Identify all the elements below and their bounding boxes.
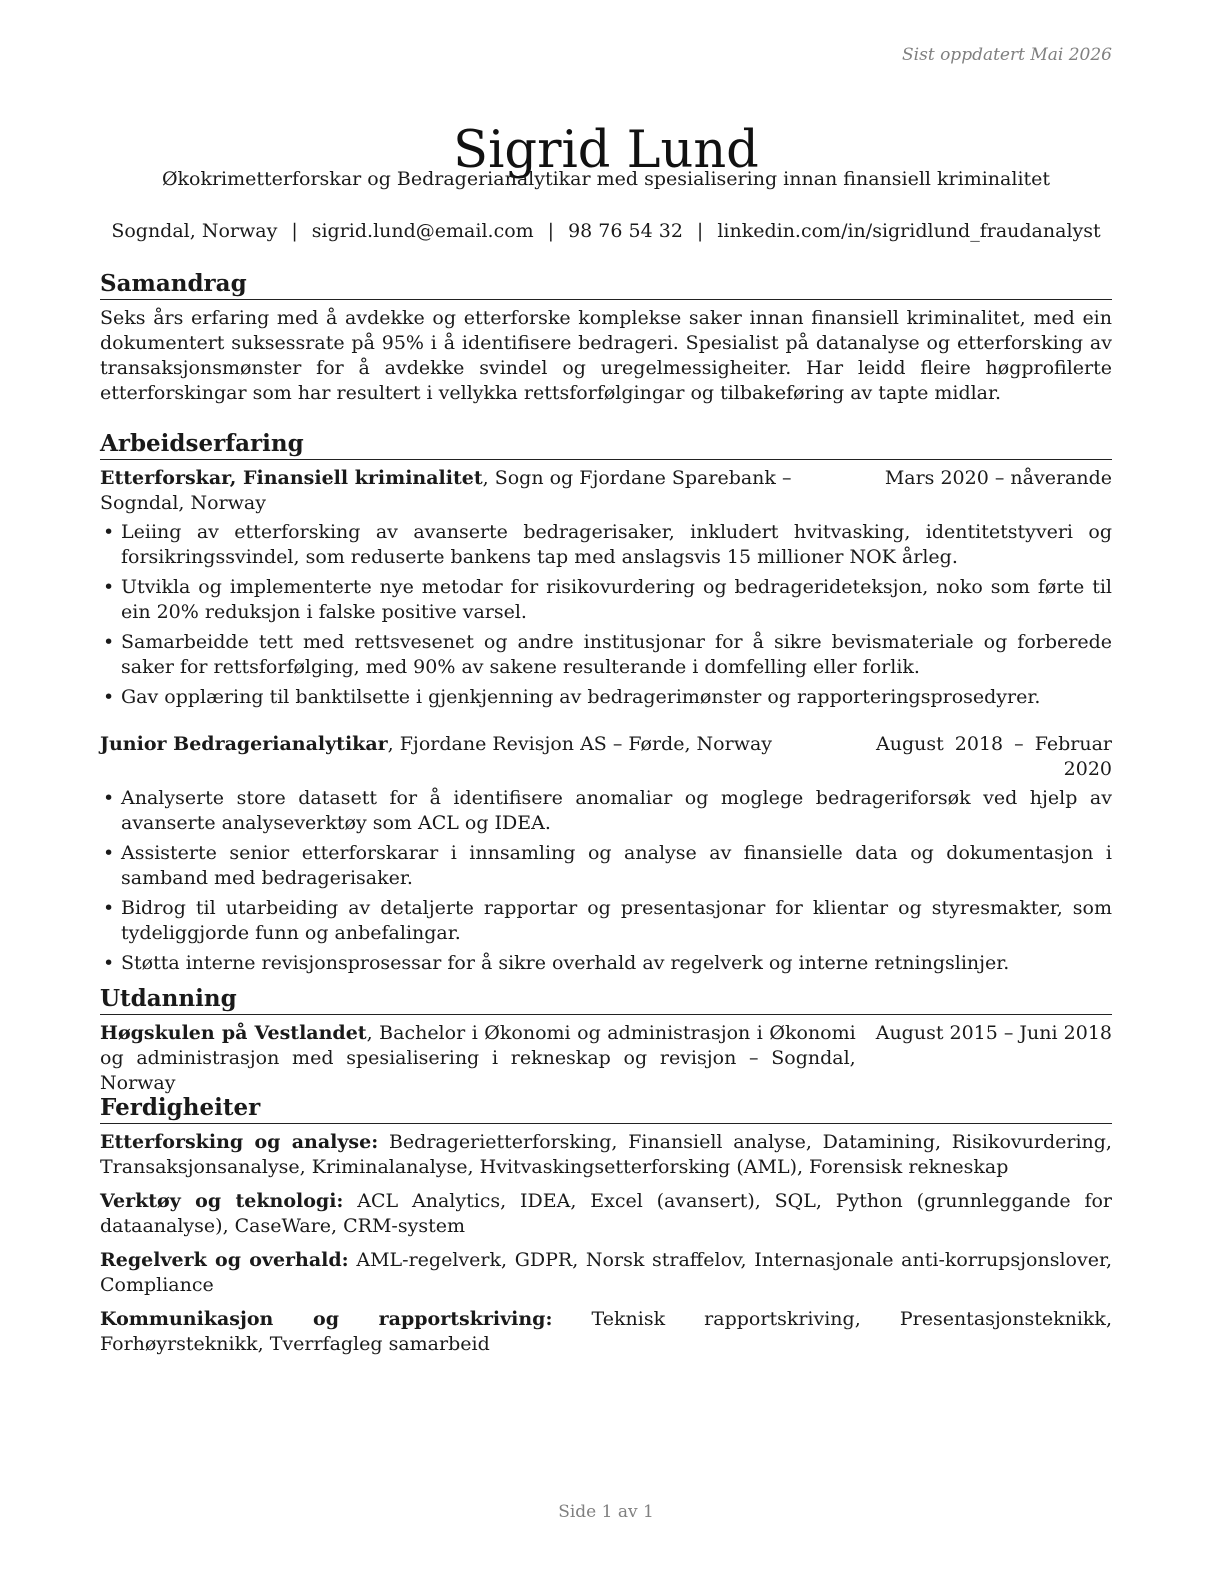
skills-title: Ferdigheiter bbox=[100, 1094, 1112, 1124]
tagline: Økokrimetterforskar og Bedragerianalytikar med spesialisering innan finansiell kriminalitet bbox=[161, 168, 1051, 190]
list-item: • Leiing av etterforsking av avanserte bedragerisaker, inkludert hvitvasking, identitetstyveri og forsikringssvindel, som reduserte bankens tap med anslagsvis 15 millioner NOK årleg. bbox=[100, 520, 1112, 570]
skill-text: AML-regelverk, GDPR, Norsk straffelov, Internasjonale anti-korrupsjonslover, Compliance bbox=[100, 1249, 1112, 1296]
education-title: Utdanning bbox=[100, 985, 1112, 1015]
list-item: • Utvikla og implementerte nye metodar for risikovurdering og bedragerideteksjon, noko som førte til ein 20% reduksjon i falske positive varsel. bbox=[100, 575, 1112, 625]
experience-title: Arbeidserfaring bbox=[100, 430, 1112, 460]
list-item: • Analyserte store datasett for å identifisere anomaliar og moglege bedrageriforsøk ved hjelp av avanserte analyseverktøy som ACL og IDEA. bbox=[100, 786, 1112, 836]
list-item: • Gav opplæring til banktilsette i gjenkjenning av bedragerimønster og rapporteringsprosedyrer. bbox=[100, 685, 1112, 710]
job-header bbox=[100, 466, 1112, 516]
job-role: Junior Bedragerianalytikar bbox=[100, 733, 388, 755]
list-item: • Samarbeidde tett med rettsvesenet og andre institusjonar for å sikre bevismateriale og forberede saker for rettsforfølging, med 90% av sakene resulterande i domfelling eller forlik. bbox=[100, 630, 1112, 680]
education-detail: , Bachelor i Økonomi og administrasjon i Økonomi og administrasjon med spesialisering i rekneskap og revisjon – Sogndal, Norway bbox=[100, 1022, 856, 1094]
last-updated: Sist oppdatert Mai 2026 bbox=[902, 45, 1112, 65]
skill-text: Teknisk rapportskriving, Presentasjonsteknikk, Forhøyrsteknikk, Tverrfagleg samarbeid bbox=[100, 1308, 1112, 1355]
skill-label: Kommunikasjon og rapportskriving: bbox=[100, 1308, 553, 1330]
skill-label: Verktøy og teknologi: bbox=[100, 1190, 344, 1212]
contact-linkedin[interactable]: linkedin.com/in/sigridlund_fraudanalyst bbox=[717, 220, 1101, 242]
skill-label: Etterforsking og analyse: bbox=[100, 1131, 379, 1153]
contact-separator: | bbox=[291, 220, 298, 242]
summary-title: Samandrag bbox=[100, 270, 1112, 300]
contact-location: Sogndal, Norway bbox=[111, 220, 278, 242]
list-item: • Bidrog til utarbeiding av detaljerte rapportar og presentasjonar for klientar og styresmakter, som tydeliggjorde funn og anbefalingar. bbox=[100, 896, 1112, 946]
contact-separator: | bbox=[696, 220, 704, 242]
skill-group bbox=[100, 1189, 1112, 1239]
education-section bbox=[100, 985, 1112, 1096]
contact-line bbox=[100, 219, 1112, 244]
summary-text: Seks års erfaring med å avdekke og etterforske komplekse saker innan finansiell kriminalitet, med ein dokumentert suksessrate på 95% i å identifisere bedrageri. Spesialist på datanalyse og etterforsking av transaksjonsmønster for å avdekke svindel og uregelmessigheiter. Har leidd fleire høgprofilerte etterforskingar som har resultert i vellykka rettsforfølgingar og tilbakeføring av tapte midlar. bbox=[100, 307, 1112, 404]
list-item: • Støtta interne revisjonsprosessar for å sikre overhald av regelverk og interne retningslinjer. bbox=[100, 951, 1112, 976]
contact-separator: | bbox=[547, 220, 555, 242]
skill-group bbox=[100, 1307, 1112, 1357]
job-entry bbox=[100, 732, 1112, 976]
job-org: , Fjordane Revisjon AS – Førde, Norway bbox=[387, 733, 773, 755]
skills-section bbox=[100, 1094, 1112, 1366]
job-org: , Sogn og Fjordane Sparebank – Sogndal, Norway bbox=[100, 467, 792, 514]
skill-group bbox=[100, 1248, 1112, 1298]
skill-group bbox=[100, 1130, 1112, 1180]
contact-email[interactable]: sigrid.lund@email.com bbox=[311, 220, 534, 242]
education-school: Høgskulen på Vestlandet bbox=[100, 1022, 367, 1044]
candidate-name: Sigrid Lund bbox=[453, 121, 759, 181]
skill-text: Bedragerietterforsking, Finansiell analyse, Datamining, Risikovurdering, Transaksjonsanalyse, Kriminalanalyse, Hvitvaskingsetterforsking (AML), Forensisk rekneskap bbox=[100, 1131, 1112, 1178]
job-role: Etterforskar, Finansiell kriminalitet bbox=[100, 467, 483, 489]
skill-label: Regelverk og overhald: bbox=[100, 1249, 349, 1271]
resume-page bbox=[100, 0, 1112, 1584]
job-bullets bbox=[100, 520, 1112, 710]
job-entry bbox=[100, 466, 1112, 710]
education-dates: August 2015 – Juni 2018 bbox=[875, 1022, 1112, 1044]
skill-text: ACL Analytics, IDEA, Excel (avansert), SQL, Python (grunnleggande for dataanalyse), CaseWare, CRM-system bbox=[100, 1190, 1112, 1237]
education-entry bbox=[100, 1021, 1112, 1096]
job-header bbox=[100, 732, 1112, 782]
job-dates: August 2018 – Februar 2020 bbox=[876, 733, 1112, 780]
contact-phone: 98 76 54 32 bbox=[568, 220, 683, 242]
experience-section bbox=[100, 430, 1112, 981]
job-dates: Mars 2020 – nåverande bbox=[884, 467, 1112, 489]
list-item: • Assisterte senior etterforskarar i innsamling og analyse av finansielle data og dokumentasjon i samband med bedragerisaker. bbox=[100, 841, 1112, 891]
summary-section bbox=[100, 270, 1112, 406]
page-number: Side 1 av 1 bbox=[558, 1502, 654, 1522]
job-bullets bbox=[100, 786, 1112, 976]
